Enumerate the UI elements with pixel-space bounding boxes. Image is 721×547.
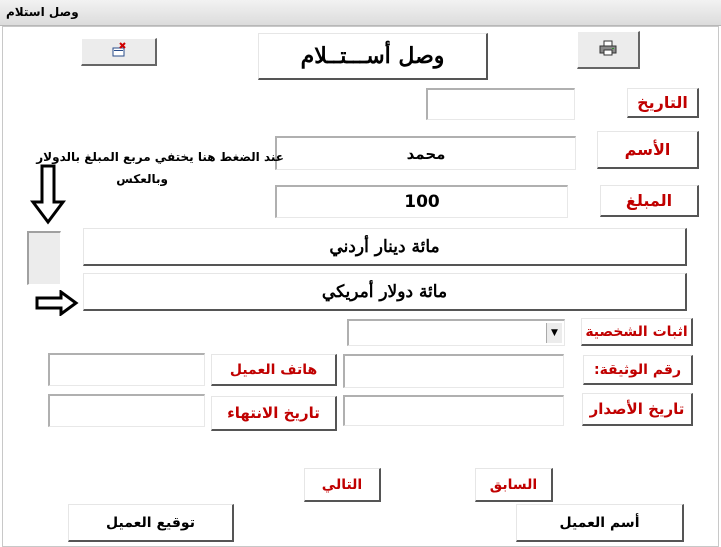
issue-date-label: تاريخ الأصدار: [582, 393, 693, 426]
customer-phone-label: هاتف العميل: [211, 354, 337, 386]
form-title-box: [258, 33, 488, 80]
customer-signature-box: توقيع العميل: [68, 504, 234, 542]
next-button[interactable]: التالي: [304, 468, 381, 502]
printer-icon: [599, 40, 617, 60]
amount-label: المبلغ: [600, 185, 699, 217]
customer-phone-field[interactable]: [48, 353, 205, 386]
date-label: التاريخ: [627, 88, 699, 118]
id-proof-label: اثبات الشخصية: [581, 318, 693, 346]
exit-icon: [111, 42, 127, 62]
form-title: وصل أســـتــلام: [300, 43, 445, 69]
window-title: وصل استلام: [6, 5, 79, 19]
date-field[interactable]: [426, 88, 575, 120]
expiry-date-field[interactable]: [48, 394, 205, 427]
amount-field[interactable]: 100: [275, 185, 568, 218]
previous-button[interactable]: السابق: [475, 468, 553, 502]
arrow-down-icon: [30, 164, 66, 230]
title-bar: [0, 0, 721, 26]
print-button[interactable]: [577, 31, 640, 69]
customer-name-box: أسم العميل: [516, 504, 684, 542]
amount-words-usd: مائة دولار أمريكي: [83, 273, 687, 311]
toggle-hint-text: [30, 146, 284, 190]
arrow-right-icon: [35, 290, 79, 320]
doc-number-field[interactable]: [343, 354, 564, 388]
exit-button[interactable]: [81, 38, 157, 66]
doc-number-label: رقم الوثيقة:: [583, 355, 693, 385]
name-label: الأسم: [597, 131, 699, 169]
chevron-down-icon[interactable]: ▼: [546, 323, 562, 343]
expiry-date-label: تاريخ الانتهاء: [211, 396, 337, 431]
amount-words-jod: مائة دينار أردني: [83, 228, 687, 266]
id-proof-select[interactable]: [347, 319, 565, 346]
toggle-hint-line1: عند الضغط هنا يختفي مربع المبلغ بالدولار: [36, 150, 284, 164]
name-field[interactable]: محمد: [275, 136, 576, 170]
toggle-hint-line2: وبالعكس: [116, 172, 168, 186]
issue-date-field[interactable]: [343, 395, 564, 426]
currency-toggle-box[interactable]: [27, 231, 61, 285]
